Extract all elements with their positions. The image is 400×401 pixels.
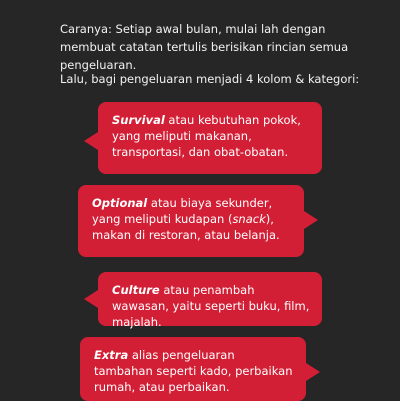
category-description: atau kebutuhan pokok, yang meliputi makanan, transportasi, dan obat-obatan.: [112, 113, 301, 159]
category-description: atau biaya sekunder, yang meliputi kudapan (: [92, 196, 273, 226]
category-description: atau penambah wawasan, yaitu seperti buku, film, majalah.: [112, 283, 310, 329]
category-description: alias pengeluaran tambahan seperti kado, perbaikan rumah, atau perbaikan.: [94, 348, 293, 394]
category-bubble-culture: [98, 272, 322, 329]
category-bubble-optional: [78, 185, 304, 257]
intro-instructions: Caranya: Setiap awal bulan, mulai lah dengan membuat catatan tertulis berisikan rincian semua pengeluaran.: [60, 22, 349, 72]
category-bubble-extra: [80, 337, 306, 401]
intro-categories-lead: Lalu, bagi pengeluaran menjadi 4 kolom & kategori:: [60, 72, 360, 86]
category-description-italic: snack: [232, 212, 266, 226]
category-term: Optional: [92, 196, 148, 210]
category-bubble-survival: [98, 102, 322, 174]
category-term: Extra: [94, 348, 129, 362]
category-description-end: ), makan di restoran, atau belanja.: [92, 212, 280, 242]
category-term: Survival: [112, 113, 165, 127]
category-term: Culture: [112, 283, 160, 297]
